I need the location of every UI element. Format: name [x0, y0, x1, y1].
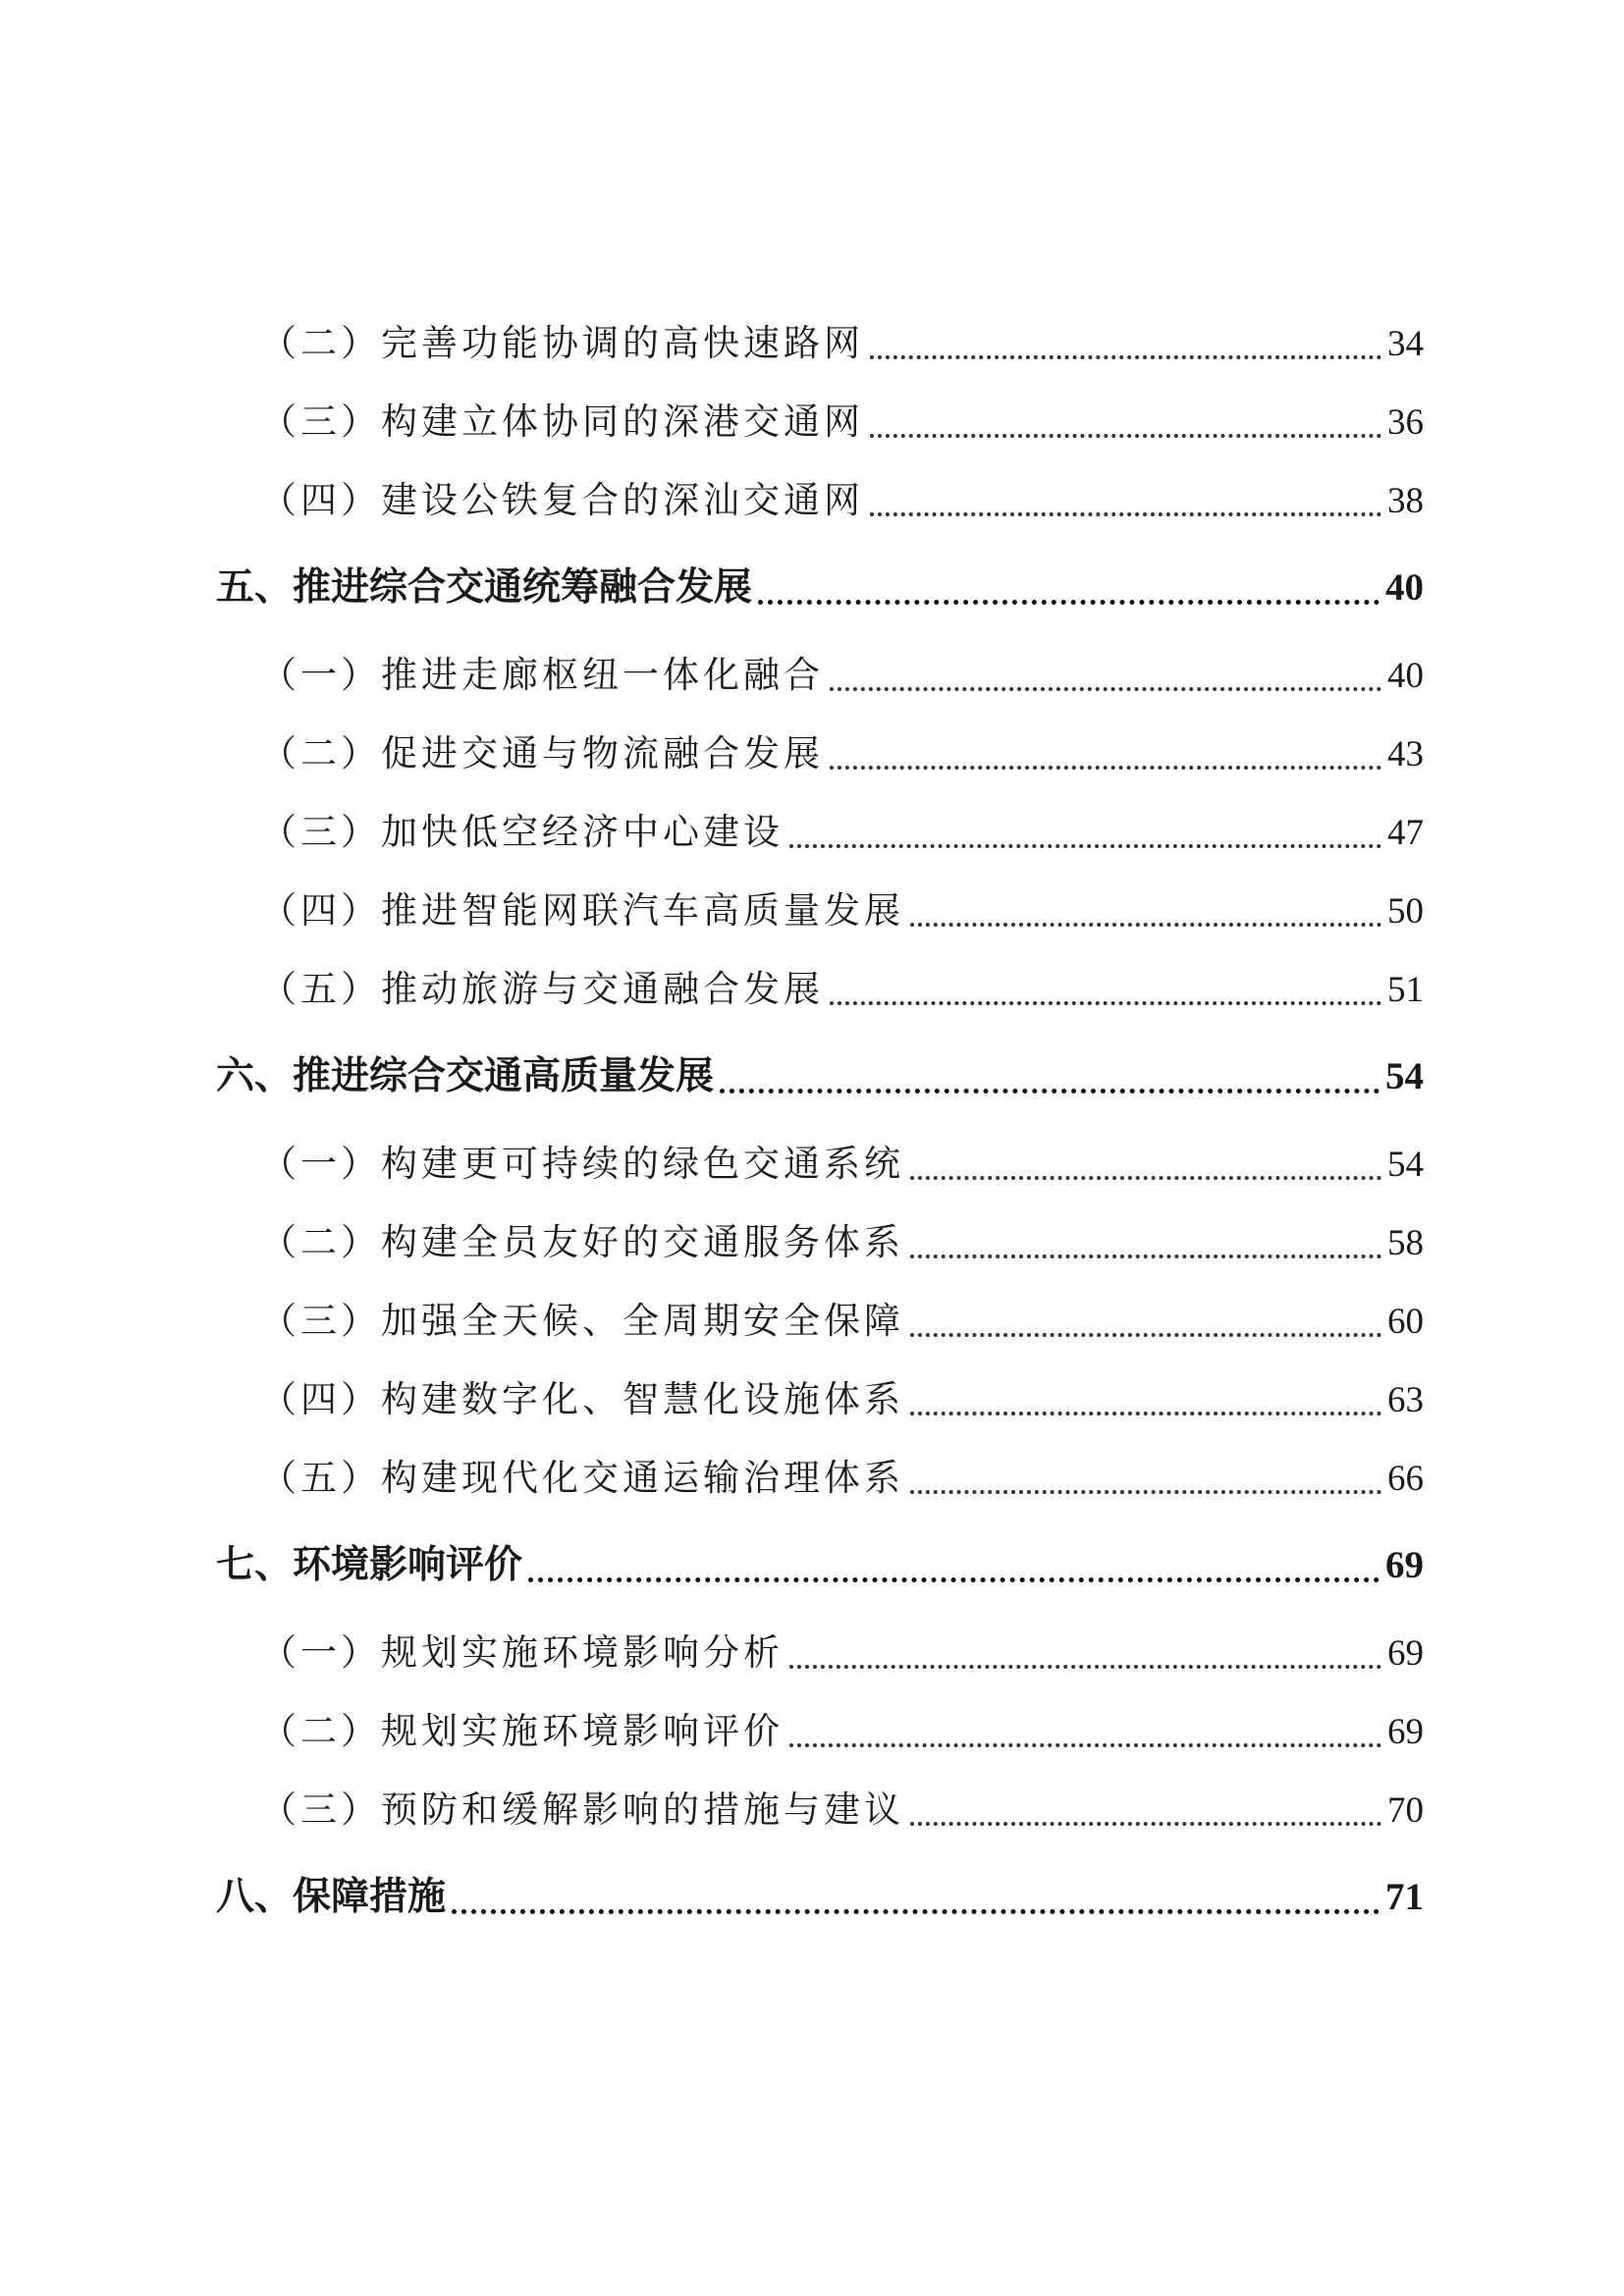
toc-entry-title: （一）规划实施环境影响分析 — [260, 1631, 784, 1674]
toc-entry[interactable] — [216, 1125, 1424, 1203]
toc-entry-title: （三）预防和缓解影响的措施与建议 — [260, 1789, 904, 1831]
toc-leader-dots — [910, 1490, 1381, 1494]
toc-entry[interactable] — [216, 950, 1424, 1029]
toc-entry-title: （四）建设公铁复合的深汕交通网 — [260, 479, 864, 521]
toc-entry[interactable] — [216, 1771, 1424, 1849]
toc-entry-page: 70 — [1387, 1790, 1424, 1831]
toc-entry[interactable] — [216, 383, 1424, 461]
toc-chapter-page: 54 — [1385, 1055, 1424, 1097]
toc-entry[interactable] — [216, 872, 1424, 950]
toc-entry-page: 50 — [1387, 891, 1424, 932]
toc-leader-dots — [789, 1665, 1381, 1669]
toc-entry-page: 38 — [1387, 481, 1424, 521]
toc-entry-title: （四）推进智能网联汽车高质量发展 — [260, 889, 904, 932]
toc-leader-dots — [910, 1176, 1381, 1180]
toc-leader-dots — [758, 600, 1380, 605]
toc-entry-title: （三）加快低空经济中心建设 — [260, 811, 784, 853]
toc-entry[interactable] — [216, 1614, 1424, 1692]
toc-chapter-title: 七、环境影响评价 — [216, 1543, 523, 1587]
toc-chapter-entry[interactable] — [216, 1518, 1424, 1614]
toc-chapter-title: 五、推进综合交通统筹融合发展 — [216, 565, 753, 610]
toc-entry-page: 66 — [1387, 1459, 1424, 1499]
toc-entry-page: 36 — [1387, 402, 1424, 443]
toc-leader-dots — [830, 687, 1381, 691]
toc-entry-page: 47 — [1387, 813, 1424, 853]
toc-leader-dots — [910, 1255, 1381, 1258]
table-of-contents — [216, 304, 1424, 1946]
toc-entry-title: （三）构建立体协同的深港交通网 — [260, 400, 864, 443]
toc-entry[interactable] — [216, 304, 1424, 383]
toc-entry-page: 40 — [1387, 656, 1424, 696]
toc-leader-dots — [910, 923, 1381, 927]
toc-entry[interactable] — [216, 1203, 1424, 1282]
toc-entry-title: （一）推进走廊枢纽一体化融合 — [260, 654, 824, 696]
toc-leader-dots — [452, 1909, 1380, 1914]
toc-entry-page: 63 — [1387, 1380, 1424, 1420]
toc-leader-dots — [870, 355, 1381, 359]
toc-entry-title: （二）构建全员友好的交通服务体系 — [260, 1221, 904, 1263]
toc-entry[interactable] — [216, 1282, 1424, 1361]
toc-chapter-page: 40 — [1385, 566, 1424, 609]
toc-entry[interactable] — [216, 793, 1424, 872]
toc-entry-title: （三）加强全天候、全周期安全保障 — [260, 1300, 904, 1342]
toc-leader-dots — [910, 1822, 1381, 1826]
toc-leader-dots — [789, 1743, 1381, 1747]
toc-entry-page: 34 — [1387, 324, 1424, 364]
toc-entry-page: 43 — [1387, 734, 1424, 774]
toc-leader-dots — [870, 434, 1381, 438]
toc-entry-page: 58 — [1387, 1223, 1424, 1263]
toc-chapter-entry[interactable] — [216, 1029, 1424, 1125]
toc-chapter-title: 六、推进综合交通高质量发展 — [216, 1054, 715, 1098]
toc-entry-page: 69 — [1387, 1633, 1424, 1674]
toc-entry[interactable] — [216, 715, 1424, 793]
toc-entry-page: 60 — [1387, 1302, 1424, 1342]
toc-chapter-page: 71 — [1385, 1876, 1424, 1918]
toc-leader-dots — [789, 844, 1381, 848]
toc-chapter-page: 69 — [1385, 1544, 1424, 1586]
toc-entry-title: （二）完善功能协调的高快速路网 — [260, 322, 864, 364]
toc-chapter-title: 八、保障措施 — [216, 1875, 447, 1919]
toc-entry-title: （五）构建现代化交通运输治理体系 — [260, 1457, 904, 1499]
toc-leader-dots — [830, 1001, 1381, 1005]
toc-leader-dots — [720, 1089, 1380, 1094]
toc-entry[interactable] — [216, 636, 1424, 715]
toc-entry[interactable] — [216, 461, 1424, 540]
toc-entry[interactable] — [216, 1361, 1424, 1439]
toc-entry-title: （五）推动旅游与交通融合发展 — [260, 968, 824, 1010]
toc-leader-dots — [830, 766, 1381, 770]
toc-leader-dots — [870, 512, 1381, 516]
toc-leader-dots — [910, 1412, 1381, 1415]
toc-leader-dots — [528, 1577, 1380, 1582]
toc-entry-title: （一）构建更可持续的绿色交通系统 — [260, 1143, 904, 1185]
toc-entry-page: 54 — [1387, 1145, 1424, 1185]
toc-chapter-entry[interactable] — [216, 540, 1424, 636]
toc-entry-title: （二）促进交通与物流融合发展 — [260, 732, 824, 774]
toc-chapter-entry[interactable] — [216, 1849, 1424, 1946]
toc-entry-title: （四）构建数字化、智慧化设施体系 — [260, 1378, 904, 1420]
toc-leader-dots — [910, 1333, 1381, 1337]
toc-entry-page: 69 — [1387, 1712, 1424, 1752]
toc-entry-page: 51 — [1387, 970, 1424, 1010]
toc-entry[interactable] — [216, 1439, 1424, 1518]
toc-entry-title: （二）规划实施环境影响评价 — [260, 1710, 784, 1752]
toc-entry[interactable] — [216, 1692, 1424, 1771]
